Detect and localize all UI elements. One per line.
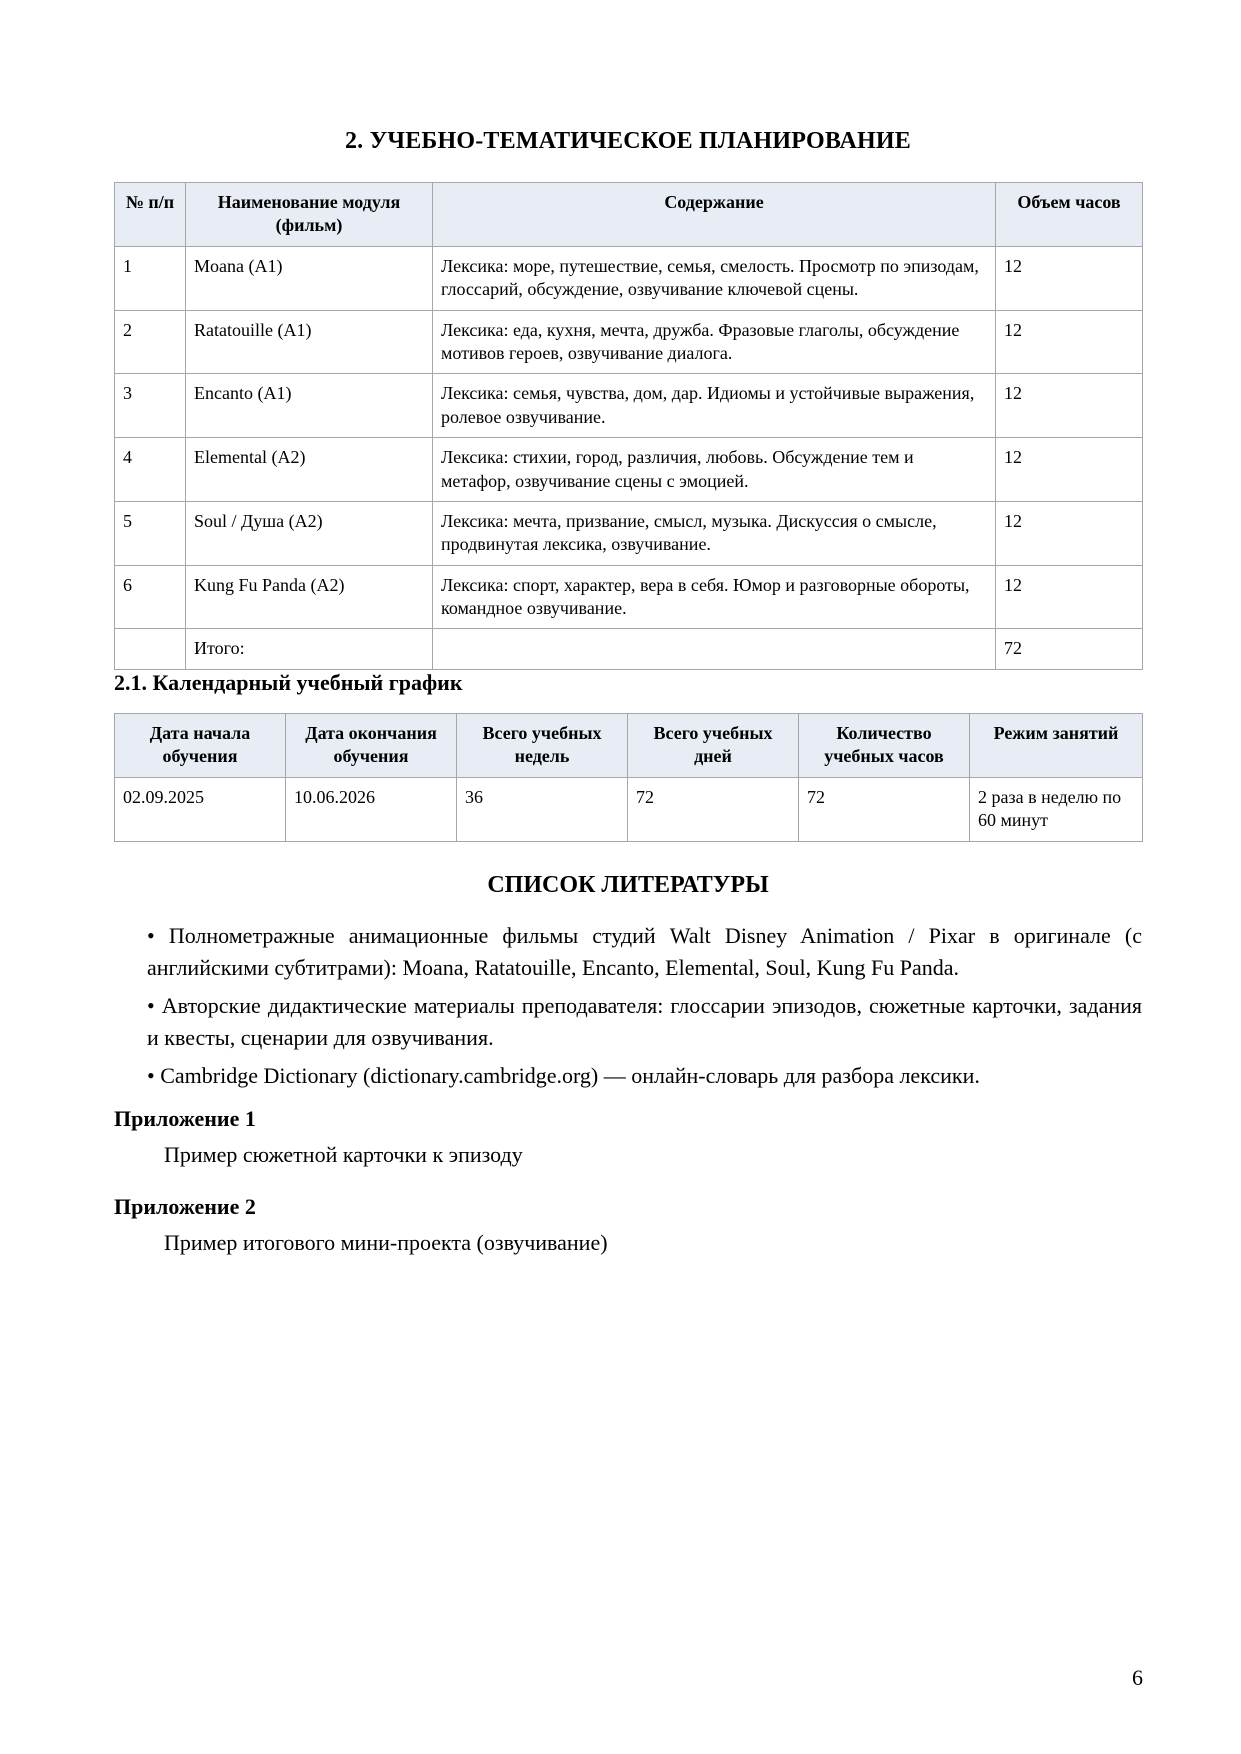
plan-table xyxy=(114,182,1143,670)
plan-header-module: Наименование модуля (фильм) xyxy=(186,183,433,247)
plan-table-row xyxy=(115,374,1143,438)
schedule-table-header-row xyxy=(115,714,1143,778)
plan-cell-number: 3 xyxy=(115,374,186,438)
plan-table-total-row xyxy=(115,629,1143,669)
plan-cell-module: Moana (A1) xyxy=(186,246,433,310)
schedule-header-mode: Режим занятий xyxy=(970,714,1143,778)
plan-cell-number: 6 xyxy=(115,565,186,629)
plan-cell-hours: 72 xyxy=(996,629,1143,669)
plan-cell-module: Итого: xyxy=(186,629,433,669)
appendix-title: Приложение 1 xyxy=(114,1106,256,1131)
plan-cell-number: 4 xyxy=(115,438,186,502)
schedule-cell-mode: 2 раза в неделю по 60 минут xyxy=(970,777,1143,841)
appendix-text: Пример итогового мини-проекта (озвучивание) xyxy=(164,1230,608,1255)
appendix-text: Пример сюжетной карточки к эпизоду xyxy=(164,1142,523,1167)
plan-header-hours: Объем часов xyxy=(996,183,1143,247)
schedule-header-start-date: Дата начала обучения xyxy=(115,714,286,778)
schedule-header-end-date: Дата окончания обучения xyxy=(286,714,457,778)
schedule-cell-hours: 72 xyxy=(799,777,970,841)
plan-table-row xyxy=(115,310,1143,374)
plan-cell-hours: 12 xyxy=(996,438,1143,502)
schedule-cell-days: 72 xyxy=(628,777,799,841)
literature-item: • Полнометражные анимационные фильмы студий Walt Disney Animation / Pixar в оригинале (с английскими субтитрами): Moana, Ratatouille, Encanto, Elemental, Soul, Kung Fu Panda. xyxy=(147,923,1142,980)
plan-cell-content: Лексика: стихии, город, различия, любовь. Обсуждение тем и метафор, озвучивание сцены с эмоцией. xyxy=(433,438,996,502)
literature-list xyxy=(147,920,1142,1097)
plan-table-row xyxy=(115,246,1143,310)
plan-cell-hours: 12 xyxy=(996,565,1143,629)
schedule-cell-end-date: 10.06.2026 xyxy=(286,777,457,841)
plan-cell-module: Elemental (A2) xyxy=(186,438,433,502)
schedule-title: 2.1. Календарный учебный график xyxy=(114,670,463,695)
plan-cell-content: Лексика: мечта, призвание, смысл, музыка. Дискуссия о смысле, продвинутая лексика, озвучивание. xyxy=(433,501,996,565)
plan-cell-number: 5 xyxy=(115,501,186,565)
plan-cell-content: Лексика: спорт, характер, вера в себя. Юмор и разговорные обороты, командное озвучивание. xyxy=(433,565,996,629)
appendix-1 xyxy=(114,1106,523,1168)
literature-item: • Авторские дидактические материалы преподавателя: глоссарии эпизодов, сюжетные карточки, задания и квесты, сценарии для озвучивания. xyxy=(147,992,1142,1050)
schedule-header-hours: Количество учебных часов xyxy=(799,714,970,778)
plan-table-row xyxy=(115,565,1143,629)
appendix-title: Приложение 2 xyxy=(114,1194,256,1219)
plan-cell-hours: 12 xyxy=(996,310,1143,374)
schedule-table-row xyxy=(115,777,1143,841)
literature-item: • Cambridge Dictionary (dictionary.cambridge.org) — онлайн-словарь для разбора лексики. xyxy=(147,1062,980,1088)
plan-table-row xyxy=(115,438,1143,502)
plan-cell-content: Лексика: море, путешествие, семья, смелость. Просмотр по эпизодам, глоссарий, обсуждение, озвучивание ключевой сцены. xyxy=(433,246,996,310)
plan-cell-hours: 12 xyxy=(996,246,1143,310)
literature-title: СПИСОК ЛИТЕРАТУРЫ xyxy=(487,872,769,898)
plan-cell-number: 1 xyxy=(115,246,186,310)
plan-cell-module: Kung Fu Panda (A2) xyxy=(186,565,433,629)
plan-cell-hours: 12 xyxy=(996,501,1143,565)
plan-cell-module: Soul / Душа (A2) xyxy=(186,501,433,565)
schedule-cell-start-date: 02.09.2025 xyxy=(115,777,286,841)
schedule-cell-weeks: 36 xyxy=(457,777,628,841)
plan-cell-number: 2 xyxy=(115,310,186,374)
plan-table-row xyxy=(115,501,1143,565)
plan-cell-module: Encanto (A1) xyxy=(186,374,433,438)
plan-cell-number xyxy=(115,629,186,669)
schedule-header-weeks: Всего учебных недель xyxy=(457,714,628,778)
plan-cell-content: Лексика: семья, чувства, дом, дар. Идиомы и устойчивые выражения, ролевое озвучивание. xyxy=(433,374,996,438)
plan-cell-module: Ratatouille (A1) xyxy=(186,310,433,374)
schedule-header-days: Всего учебных дней xyxy=(628,714,799,778)
page-number: 6 xyxy=(1132,1665,1143,1690)
plan-cell-content: Лексика: еда, кухня, мечта, дружба. Фразовые глаголы, обсуждение мотивов героев, озвучивание диалога. xyxy=(433,310,996,374)
plan-header-content: Содержание xyxy=(433,183,996,247)
plan-table-header-row xyxy=(115,183,1143,247)
appendix-2 xyxy=(114,1194,608,1256)
schedule-table xyxy=(114,713,1143,842)
plan-cell-content xyxy=(433,629,996,669)
plan-cell-hours: 12 xyxy=(996,374,1143,438)
plan-header-number: № п/п xyxy=(115,183,186,247)
section-title: 2. УЧЕБНО-ТЕМАТИЧЕСКОЕ ПЛАНИРОВАНИЕ xyxy=(344,128,911,154)
